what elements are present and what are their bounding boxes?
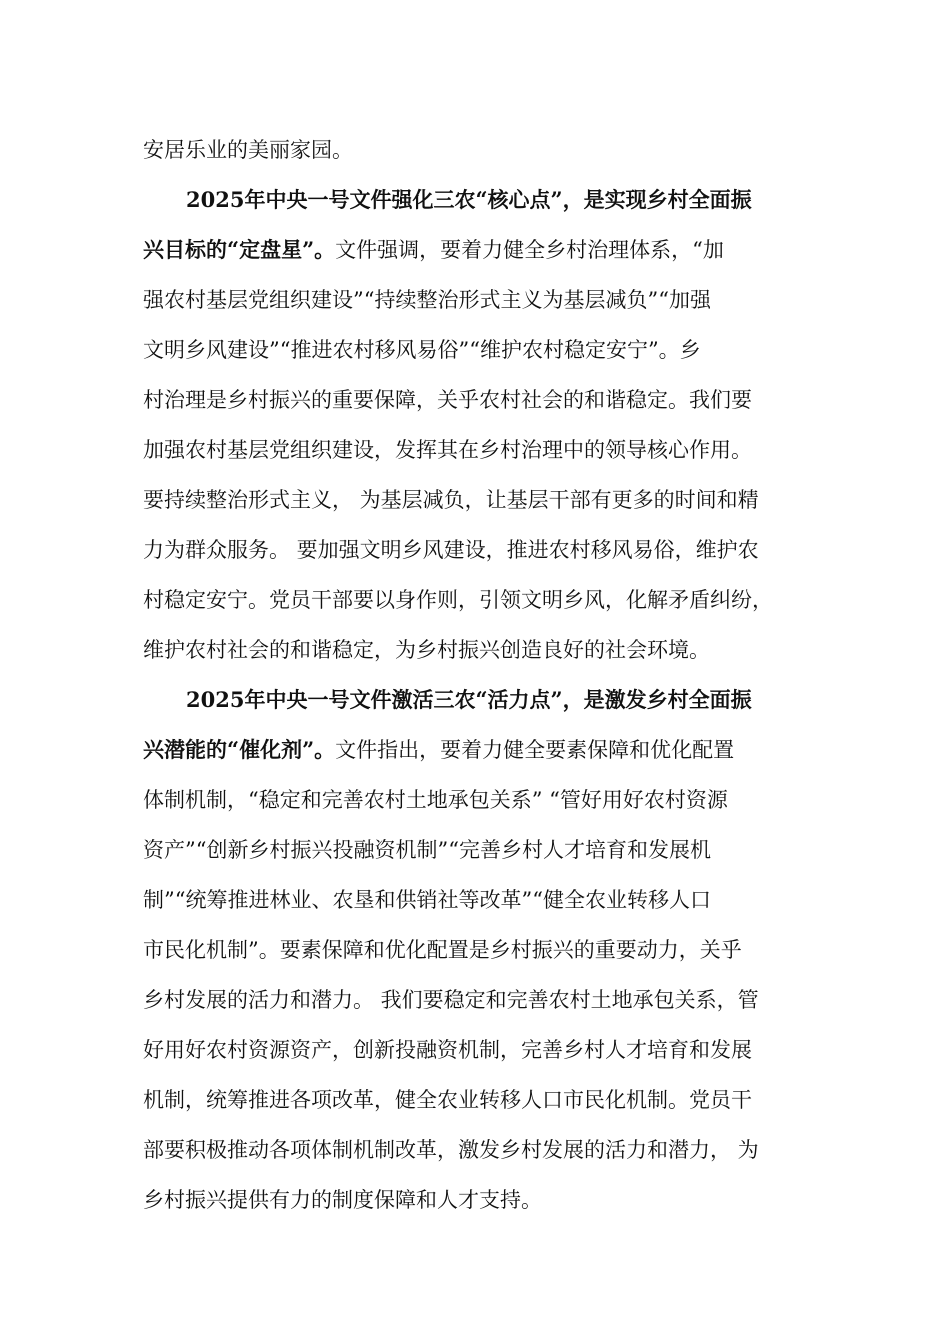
text-line: [143, 533, 759, 567]
line-text: 强农村基层党组织建设”“持续整治形式主义为基层减负”“加强: [143, 288, 711, 312]
text-line: [143, 483, 759, 517]
line-text: 要持续整治形式主义， 为基层减负，让基层干部有更多的时间和精: [143, 488, 759, 512]
line-text: 文件强调，要着力健全乡村治理体系，“加: [335, 238, 724, 262]
line-text: 安居乐业的美丽家园。: [143, 138, 353, 162]
text-line: [143, 933, 742, 967]
text-line: [143, 383, 752, 417]
text-line: [143, 283, 711, 317]
heading-text: 兴潜能的“催化剂”。: [143, 737, 336, 762]
text-line: [143, 433, 752, 467]
text-line: [143, 783, 728, 817]
line-text: 力为群众服务。 要加强文明乡风建设，推进农村移风易俗，维护农: [143, 538, 759, 562]
text-line: [143, 1133, 759, 1167]
line-text: 加强农村基层党组织建设，发挥其在乡村治理中的领导核心作用。: [143, 438, 752, 462]
text-line: [143, 833, 711, 867]
text-line: [143, 733, 734, 767]
line-text: 好用好农村资源资产，创新投融资机制，完善乡村人才培育和发展: [143, 1038, 752, 1062]
text-line: [143, 1033, 752, 1067]
paragraph-heading-line: [186, 683, 752, 717]
line-text: 文件指出，要着力健全要素保障和优化配置: [335, 738, 735, 762]
text-line: [143, 333, 701, 367]
line-text: 市民化机制”。要素保障和优化配置是乡村振兴的重要动力，关乎: [143, 938, 742, 962]
text-line: [143, 633, 710, 667]
heading-text: 2025年中央一号文件激活三农“活力点”，是激发乡村全面振: [186, 687, 752, 712]
text-line: [143, 1083, 752, 1117]
line-text: 村治理是乡村振兴的重要保障，关乎农村社会的和谐稳定。我们要: [143, 388, 752, 412]
paragraph-heading-line: [186, 183, 752, 217]
line-text: 机制，统筹推进各项改革，健全农业转移人口市民化机制。党员干: [143, 1088, 752, 1112]
text-line: [143, 133, 353, 167]
line-text: 乡村振兴提供有力的制度保障和人才支持。: [143, 1188, 542, 1212]
heading-text: 兴目标的“定盘星”。: [143, 237, 336, 262]
line-text: 文明乡风建设”“推进农村移风易俗”“维护农村稳定安宁”。乡: [143, 338, 701, 362]
text-line: [143, 1183, 542, 1217]
line-text: 制”“统筹推进林业、农垦和供销社等改革”“健全农业转移人口: [143, 888, 711, 912]
text-line: [143, 983, 759, 1017]
text-line: [143, 233, 724, 267]
line-text: 乡村发展的活力和潜力。 我们要稳定和完善农村土地承包关系，管: [143, 988, 759, 1012]
text-line: [143, 583, 773, 617]
line-text: 维护农村社会的和谐稳定，为乡村振兴创造良好的社会环境。: [143, 638, 710, 662]
line-text: 体制机制，“稳定和完善农村土地承包关系” “管好用好农村资源: [143, 788, 728, 812]
line-text: 部要积极推动各项体制机制改革，激发乡村发展的活力和潜力， 为: [143, 1138, 759, 1162]
line-text: 村稳定安宁。党员干部要以身作则，引领文明乡风，化解矛盾纠纷，: [143, 588, 773, 612]
heading-text: 2025年中央一号文件强化三农“核心点”，是实现乡村全面振: [186, 187, 752, 212]
line-text: 资产”“创新乡村振兴投融资机制”“完善乡村人才培育和发展机: [143, 838, 711, 862]
text-line: [143, 883, 711, 917]
